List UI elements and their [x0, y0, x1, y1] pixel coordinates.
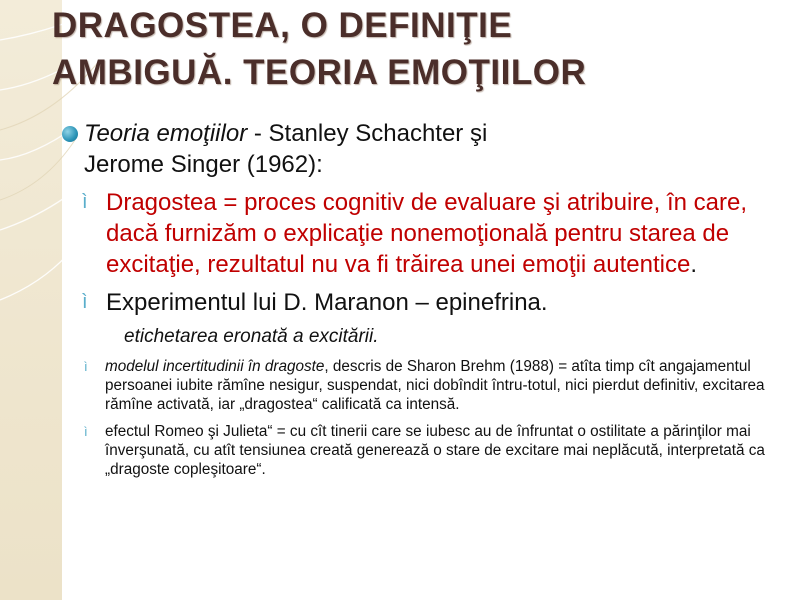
romeo-bullet	[60, 422, 780, 479]
theory-authors-line1: - Stanley Schachter şi	[247, 120, 488, 147]
slide-content	[60, 118, 780, 479]
uncertainty-model-name: modelul incertitudinii în dragoste	[105, 358, 325, 375]
title-line-1: DRAGOSTEA, O DEFINIŢIE	[52, 6, 513, 45]
title-line-2: AMBIGUĂ. TEORIA EMOŢIILOR	[52, 53, 587, 92]
theory-name: Teoria emoţiilor	[84, 120, 248, 147]
labeling-bullet	[60, 324, 780, 349]
theory-authors-line2: Jerome Singer (1962):	[84, 151, 323, 178]
main-bullet	[60, 118, 780, 180]
definition-text: Dragostea = proces cognitiv de evaluare şi atribuire, în care, dacă furnizăm o explicaţie nonemoţională pentru starea de excitaţie, rezultatul nu va fi trăirea unei emoţii autentice	[106, 189, 748, 278]
uncertainty-bullet	[60, 357, 780, 414]
bullet-marker-icon: ì	[82, 291, 88, 313]
bullet-marker-icon: ì	[84, 359, 88, 374]
slide-title	[52, 2, 792, 96]
round-bullet-icon	[62, 126, 78, 142]
romeo-text: efectul Romeo şi Julieta“ = cu cît tinerii care se iubesc au de înfruntat o ostilitate a părinţilor mai înverşunată, cu atît tensiunea creată generează o stare de excitare mai neplăcută, interpretată ca „dragoste copleşitoare“.	[105, 423, 765, 478]
labeling-text: etichetarea eronată a excitării.	[124, 326, 379, 347]
bullet-marker-icon: ì	[84, 424, 88, 439]
bullet-marker-icon: ì	[82, 191, 88, 213]
definition-period: .	[690, 251, 697, 278]
definition-bullet	[60, 187, 780, 280]
experiment-bullet	[60, 287, 780, 318]
uncertainty-text: , descris de Sharon Brehm (1988) = atîta timp cît angajamentul persoanei iubite rămîne nesigur, suspendat, nici dobîndit întru-totul, nici pierdut definitiv, excitarea rămîne activată, iar „dragostea“ calificată ca intensă.	[105, 358, 765, 413]
experiment-text: Experimentul lui D. Maranon – epinefrina.	[106, 289, 548, 316]
